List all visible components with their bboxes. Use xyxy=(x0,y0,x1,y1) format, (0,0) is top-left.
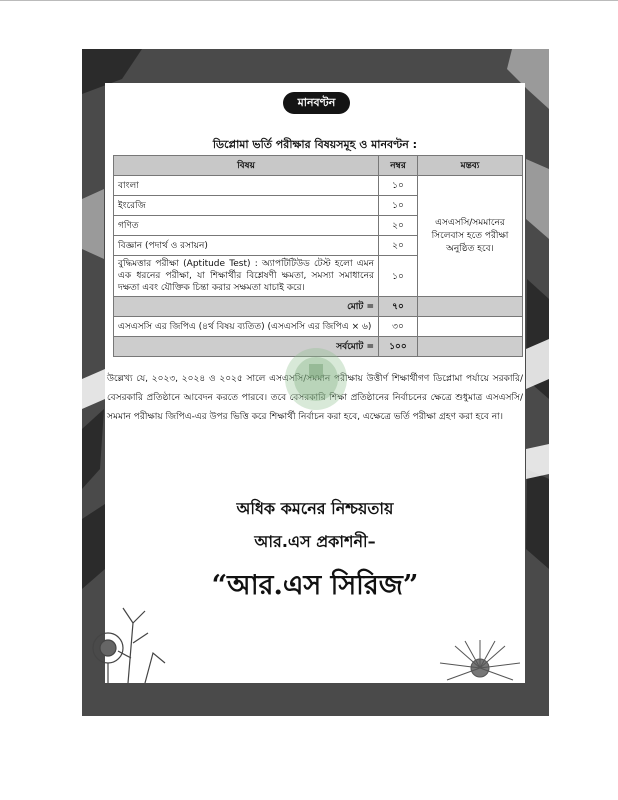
table-row xyxy=(114,176,523,196)
subject-cell: গণিত xyxy=(114,216,379,236)
grand-total-marks: ১০০ xyxy=(379,337,418,357)
marks-distribution-table xyxy=(113,155,523,357)
gpa-subject: এসএসসি এর জিপিএ (৪র্থ বিষয় ব্যতিত) (এসএসসি এর জিপিএ × ৬) xyxy=(114,317,379,337)
subject-cell: ইংরেজি xyxy=(114,196,379,216)
promo-series-title: “আর.এস সিরিজ” xyxy=(211,570,419,601)
table-heading: ডিপ্লোমা ভর্তি পরীক্ষার বিষয়সমূহ ও মানবণ্টন : xyxy=(212,138,418,151)
sunflower-right-icon xyxy=(435,638,525,683)
subject-cell: বিজ্ঞান (পদার্থ ও রসায়ন) xyxy=(114,236,379,256)
header-subject: বিষয় xyxy=(114,156,379,176)
watermark-logo-icon xyxy=(283,346,349,412)
empty-cell xyxy=(418,297,523,317)
header-remarks: মন্তব্য xyxy=(418,156,523,176)
promo-line-2: আর.এস প্রকাশনী– xyxy=(254,532,376,551)
marks-cell: ১০ xyxy=(379,176,418,196)
top-divider xyxy=(0,0,618,1)
marks-cell: ১০ xyxy=(379,256,418,297)
empty-cell xyxy=(418,337,523,357)
subject-cell: বুদ্ধিমত্তার পরীক্ষা (Aptitude Test) : অ্যাপটিটিউড টেস্ট হলো এমন এক ধরনের পরীক্ষা, যা শিক্ষার্থীর বিশ্লেষণী ক্ষমতা, সমস্যা সমাধানের দক্ষতা এবং যৌক্তিক চিন্তা করার সক্ষমতা যাচাই করে। xyxy=(114,256,379,297)
note-paragraph: উল্লেখ্য যে, ২০২৩, ২০২৪ ও ২০২৫ সালে এসএসসি/সমমান পরীক্ষায় উত্তীর্ণ শিক্ষার্থীগণ ডিপ্লোমা পর্যায়ে সরকারি/বেসরকারি প্রতিষ্ঠানে আবেদন করতে পারবে। তবে বেসরকারি শিক্ষা প্রতিষ্ঠানের নির্বাচনের ক্ষেত্রে শুধুমাত্র এসএসসি/সমমান পরীক্ষায় জিপিএ-এর উপর ভিত্তি করে শিক্ষার্থী নির্বাচন করা হবে, এক্ষেত্রে ভর্তি পরীক্ষা গ্রহণ করা হবে না। xyxy=(107,374,523,422)
remark-cell: এসএসসি/সমমানের সিলেবাস হতে পরীক্ষা অনুষ্ঠিত হবে। xyxy=(418,176,523,297)
header-marks: নম্বর xyxy=(379,156,418,176)
subtotal-row xyxy=(114,297,523,317)
marks-cell: ২০ xyxy=(379,216,418,236)
table-header-row xyxy=(114,156,523,176)
gpa-row xyxy=(114,317,523,337)
promo-line-1: অধিক কমনের নিশ্চয়তায় xyxy=(236,499,394,518)
section-badge: মানবণ্টন xyxy=(283,92,350,114)
sunflower-left-icon xyxy=(83,603,173,683)
document-page xyxy=(105,83,525,683)
subject-cell: বাংলা xyxy=(114,176,379,196)
subtotal-label: মোট = xyxy=(114,297,379,317)
subtotal-marks: ৭০ xyxy=(379,297,418,317)
grand-total-label: সর্বমোট = xyxy=(114,337,379,357)
gpa-marks: ৩০ xyxy=(379,317,418,337)
marks-cell: ২০ xyxy=(379,236,418,256)
marks-cell: ১০ xyxy=(379,196,418,216)
empty-cell xyxy=(418,317,523,337)
